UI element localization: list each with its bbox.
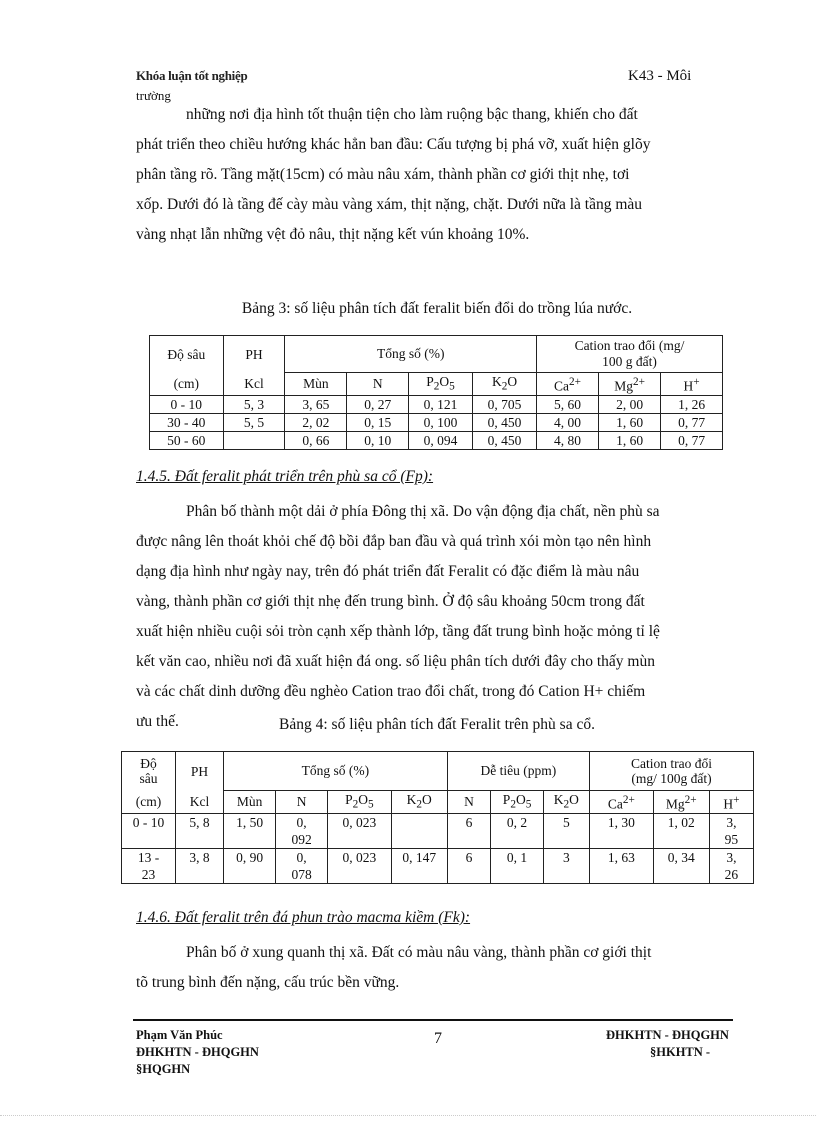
table4-col-mg: $Mg^{2+}$ [653,790,709,814]
header-title-cont: trường [136,88,171,103]
paragraph-line: xuất hiện nhiều cuội sỏi tròn cạnh xếp thành lớp, tầng đất trung bình hoặc mỏng tỉ lệ [136,623,660,640]
table3-col-mg: $Mg^{2+}$ [599,372,661,396]
table3-header-depth: Độ sâu [150,336,224,373]
table4-header-total: Tổng số (%) [224,752,448,791]
table-cell [276,849,328,884]
table4-header-depth-line2: sâu [139,771,158,786]
table-cell: 0, 023 [328,814,392,849]
table3-header-ph: PH [223,336,285,373]
table4-col-avail-n: N [447,790,491,814]
table-row [150,432,723,450]
table3-header-kcl: Kcl [223,372,285,396]
table-row [150,414,723,432]
table-cell-line: 26 [724,867,739,883]
header-title: Khóa luận tốt nghiệp [136,68,248,83]
footer-left-extra: §HQGHN [136,1062,191,1076]
table-cell-line: 0, [296,815,307,831]
table3-col-ca: $Ca^{2+}$ [536,372,598,396]
footer-left-affiliation: ĐHKHTN - ĐHQGHN [136,1045,259,1059]
table-cell-line: 0 - 10 [132,815,165,831]
table-cell: 4, 80 [536,432,598,450]
page-bottom-divider [0,1115,816,1117]
section-1-4-6-heading: 1.4.6. Đất feralit trên đá phun trào macma kiềm (Fk): [136,909,471,926]
footer-author: Phạm Văn Phúc [136,1028,223,1042]
paragraph-line: Phân bố thành một dải ở phía Đông thị xã. Do vận động địa chất, nền phù sa [186,503,660,520]
table-cell: 3, 65 [285,396,347,414]
table3-header-cation [536,336,722,373]
table-cell [122,849,176,884]
paragraph-line: xốp. Dưới đó là tầng đế cày màu vàng xám, thịt nặng, chặt. Dưới nữa là tầng màu [136,196,643,213]
table4-header-available: Dễ tiêu (ppm) [447,752,589,791]
table3-col-p2o5: $P_2O_5$ [409,372,473,396]
paragraph-line: phát triển theo chiều hướng khác hẳn ban đầu: Cấu tượng bị phá vỡ, xuất hiện glõy [136,136,651,153]
table-4 [121,751,754,884]
table4-col-h: H+ [709,790,753,814]
table-cell: 0, 1 [491,849,543,884]
table-cell: 0, 450 [473,414,537,432]
table-cell: 1, 63 [590,849,654,884]
table-cell [709,849,753,884]
page-number: 7 [434,1030,442,1047]
table4-col-avail-k2o: $K_2O$ [543,790,589,814]
paragraph-line: những nơi địa hình tốt thuận tiện cho làm ruộng bậc thang, khiến cho đất [186,106,638,123]
table4-caption: Bảng 4: số liệu phân tích đất Feralit trên phù sa cổ. [279,716,595,733]
paragraph-line: dạng địa hình như ngày nay, trên đó phát triển đất Feralit có đặc điểm là màu nâu [136,563,640,580]
table4-col-mun: Mùn [224,790,276,814]
paragraph-line: Phân bố ở xung quanh thị xã. Đất có màu nâu vàng, thành phần cơ giới thịt [186,944,652,961]
table-cell: 6 [447,814,491,849]
table-cell: 0, 121 [409,396,473,414]
table-cell: 0, 023 [328,849,392,884]
table-cell-line: 3, [726,850,737,866]
table-cell: 5, 8 [176,814,224,849]
paragraph-line: phân tầng rõ. Tầng mặt(15cm) có màu nâu xám, thành phần cơ giới thịt nhẹ, tơi [136,166,630,183]
table4-header-cation-line2: (mg/ 100g đất) [631,770,712,786]
table-cell: 5, 3 [223,396,285,414]
paragraph-line: được nâng lên thoát khỏi chế độ bồi đắp ban đầu và quá trình xói mòn tạo nên hình [136,533,652,550]
table4-col-ca: $Ca^{2+}$ [590,790,654,814]
table-cell: 0, 15 [347,414,409,432]
paragraph-line: vàng, thành phần cơ giới thịt nhẹ đến trung bình. Ở độ sâu khoảng 50cm trong đất [136,593,645,610]
table-cell: 0, 147 [391,849,447,884]
table-cell: 4, 00 [536,414,598,432]
table-row [122,849,754,884]
table-cell [223,432,285,450]
table-cell [276,814,328,849]
table-cell: 5, 5 [223,414,285,432]
table4-header-depth-line1: Độ [140,756,157,771]
table-cell: 0, 66 [285,432,347,450]
table3-header-cation-line2: 100 g đất) [602,353,657,369]
table4-header-cation-line1: Cation trao đổi [631,755,712,771]
table4-header-depth [122,752,176,791]
table-cell: 5 [543,814,589,849]
paragraph-3 [136,940,738,996]
table-cell-line: 23 [141,867,156,883]
paragraph-line: và các chất dinh dưỡng đều nghèo Cation trao đổi chất, trong đó Cation H+ chiếm [136,683,646,700]
table-cell-line: 13 - [137,850,160,866]
table3-header-cm: (cm) [150,372,224,396]
table-cell: 1, 02 [653,814,709,849]
table4-header-ph: PH [176,752,224,791]
table3-caption: Bảng 3: số liệu phân tích đất feralit biến đổi do trồng lúa nước. [241,300,633,317]
section-1-4-5-heading: 1.4.5. Đất feralit phát triển trên phù sa cổ (Fp): [136,468,434,485]
footer-right-affiliation: ĐHKHTN - ĐHQGHN [606,1028,729,1042]
table-cell: 2, 00 [599,396,661,414]
table3-col-mun: Mùn [285,372,347,396]
table-cell: 30 - 40 [150,414,224,432]
paragraph-1 [136,102,738,248]
table-cell: 3 [543,849,589,884]
table-cell: 0, 2 [491,814,543,849]
table-cell: 0 - 10 [150,396,224,414]
table4-col-avail-p2o5: $P_2O_5$ [491,790,543,814]
table4-header-kcl: Kcl [176,790,224,814]
table4-col-p2o5: $P_2O_5$ [328,790,392,814]
table-cell [709,814,753,849]
table-cell: 0, 77 [661,432,723,450]
table-cell: 0, 094 [409,432,473,450]
footer-right-extra: §HKHTN - [650,1045,711,1059]
header-right: K43 - Môi [628,68,692,84]
table-cell-line: 092 [291,832,312,848]
table-cell: 50 - 60 [150,432,224,450]
paragraph-line: vàng nhạt lẫn những vệt đỏ nâu, thịt nặng kết vún khoảng 10%. [136,226,530,243]
table-cell: 5, 60 [536,396,598,414]
table3-col-k2o: $K_2O$ [473,372,537,396]
table-cell [122,814,176,849]
table3-col-h: H+ [661,372,723,396]
table3-header-cation-line1: Cation trao đổi (mg/ [574,337,685,353]
table3-header-total: Tổng số (%) [285,336,537,373]
table-row [122,814,754,849]
table-cell: 0, 10 [347,432,409,450]
table-cell: 0, 34 [653,849,709,884]
table3-col-n: N [347,372,409,396]
paragraph-line: kết văn cao, nhiều nơi đã xuất hiện đá ong. số liệu phân tích dưới đây cho thấy mùn [136,653,655,670]
table-cell-line: 078 [291,867,312,883]
table-cell: 2, 02 [285,414,347,432]
table-cell: 0, 90 [224,849,276,884]
table-cell [391,814,447,849]
table-cell: 0, 77 [661,414,723,432]
table4-header-cm: (cm) [122,790,176,814]
table-cell: 6 [447,849,491,884]
table-3 [149,335,723,450]
paragraph-2 [136,499,738,735]
paragraph-line: ưu thế. [136,713,179,730]
table4-col-k2o: $K_2O$ [391,790,447,814]
table-cell: 1, 50 [224,814,276,849]
footer-rule [133,1019,733,1021]
table-cell: 1, 30 [590,814,654,849]
table-cell: 0, 100 [409,414,473,432]
table-cell: 3, 8 [176,849,224,884]
table-cell: 1, 26 [661,396,723,414]
table-cell-line: 95 [724,832,739,848]
table-cell: 1, 60 [599,414,661,432]
table-cell-line: 0, [296,850,307,866]
table4-header-cation [590,752,754,791]
table-cell: 0, 27 [347,396,409,414]
paragraph-line: tõ trung bình đến nặng, cấu trúc bền vững. [136,974,400,991]
table4-col-n: N [276,790,328,814]
table-cell: 0, 705 [473,396,537,414]
table-cell-line: 3, [726,815,737,831]
table-row [150,396,723,414]
table-cell: 0, 450 [473,432,537,450]
table-cell: 1, 60 [599,432,661,450]
